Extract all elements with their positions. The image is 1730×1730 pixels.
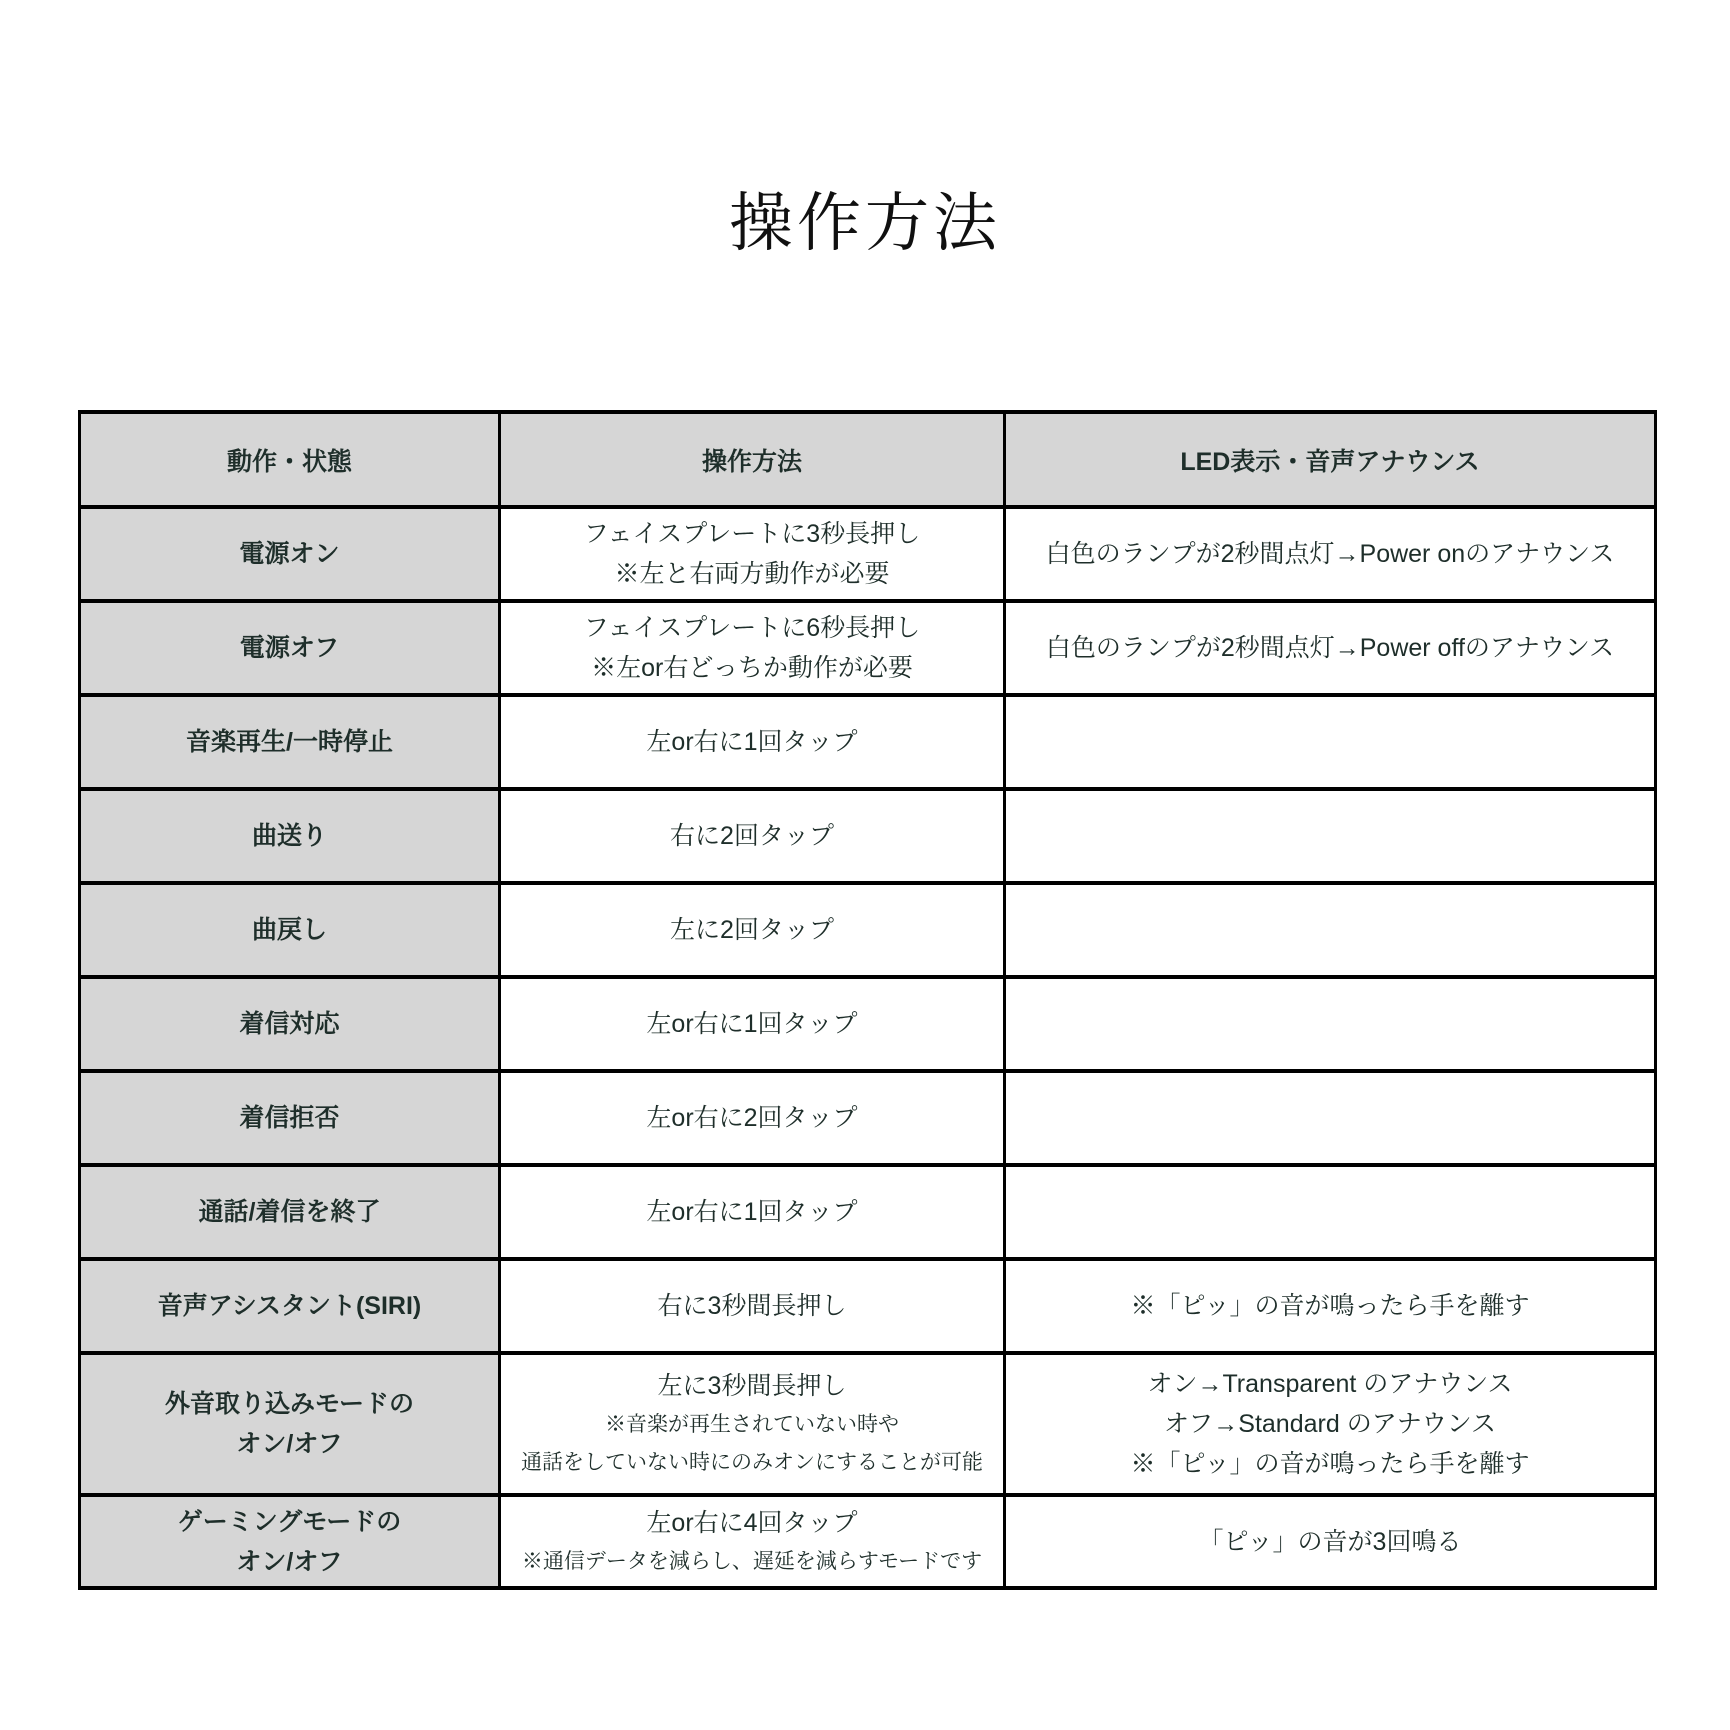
action-text: 電源オン bbox=[239, 540, 340, 568]
page-title: 操作方法 bbox=[729, 187, 1001, 259]
action-cell bbox=[80, 695, 500, 789]
table-row-reject-call bbox=[80, 1071, 1656, 1165]
led-cell bbox=[1005, 1495, 1656, 1588]
operation-cell bbox=[500, 789, 1005, 883]
led-text: オフ→Standard のアナウンス bbox=[1164, 1410, 1496, 1438]
operation-cell bbox=[500, 1071, 1005, 1165]
action-cell bbox=[80, 789, 500, 883]
action-cell bbox=[80, 1071, 500, 1165]
table-row-gaming-mode bbox=[80, 1495, 1656, 1588]
led-text: ※「ピッ」の音が鳴ったら手を離す bbox=[1130, 1450, 1530, 1478]
operation-cell bbox=[500, 977, 1005, 1071]
action-text: 曲戻し bbox=[251, 916, 327, 944]
action-text: 音楽再生/一時停止 bbox=[186, 728, 393, 756]
table-row-next-track bbox=[80, 789, 1656, 883]
operation-text: フェイスプレートに6秒長押し bbox=[583, 614, 921, 642]
operation-cell bbox=[500, 1353, 1005, 1495]
action-cell bbox=[80, 977, 500, 1071]
table-row-voice-assistant bbox=[80, 1259, 1656, 1353]
table-header-row bbox=[80, 412, 1656, 507]
table-row-previous-track bbox=[80, 883, 1656, 977]
operation-note: ※通信データを減らし、遅延を減らすモードです bbox=[521, 1549, 983, 1573]
operation-text: フェイスプレートに3秒長押し bbox=[583, 520, 921, 548]
operation-note: ※左or右どっちか動作が必要 bbox=[591, 654, 913, 682]
operation-text: 右に3秒間長押し bbox=[657, 1292, 847, 1320]
led-text: 「ピッ」の音が3回鳴る bbox=[1198, 1527, 1462, 1556]
action-cell bbox=[80, 601, 500, 695]
led-cell bbox=[1005, 1353, 1656, 1495]
table-row-play-pause bbox=[80, 695, 1656, 789]
operation-methods-table bbox=[78, 410, 1657, 1590]
action-cell bbox=[80, 1495, 500, 1588]
action-cell bbox=[80, 1165, 500, 1259]
operation-text: 左に3秒間長押し bbox=[657, 1372, 847, 1400]
operation-note: ※左と右両方動作が必要 bbox=[614, 560, 890, 588]
action-text: オン/オフ bbox=[236, 1547, 343, 1576]
action-text: ゲーミングモードの bbox=[177, 1507, 402, 1536]
action-cell bbox=[80, 1259, 500, 1353]
action-text: 着信対応 bbox=[239, 1010, 340, 1038]
operation-text: 左に2回タップ bbox=[670, 916, 834, 944]
operation-text: 右に2回タップ bbox=[670, 822, 834, 850]
led-cell bbox=[1005, 1071, 1656, 1165]
action-text: 通話/着信を終了 bbox=[198, 1198, 381, 1226]
operation-cell bbox=[500, 507, 1005, 601]
action-cell bbox=[80, 1353, 500, 1495]
action-cell bbox=[80, 883, 500, 977]
header-led-voice-announce: LED表示・音声アナウンス bbox=[1005, 412, 1656, 507]
operation-cell bbox=[500, 695, 1005, 789]
table-row-end-call bbox=[80, 1165, 1656, 1259]
action-text: 音声アシスタント(SIRI) bbox=[157, 1292, 422, 1320]
led-cell bbox=[1005, 1259, 1656, 1353]
led-text: オン→Transparent のアナウンス bbox=[1147, 1370, 1513, 1398]
operation-cell bbox=[500, 1495, 1005, 1588]
operation-cell bbox=[500, 883, 1005, 977]
table-row-answer-call bbox=[80, 977, 1656, 1071]
operation-note: ※音楽が再生されていない時や bbox=[605, 1413, 899, 1436]
operation-text: 左or右に4回タップ bbox=[646, 1508, 858, 1537]
operation-text: 左or右に1回タップ bbox=[646, 1198, 858, 1226]
led-text: ※「ピッ」の音が鳴ったら手を離す bbox=[1130, 1292, 1530, 1320]
led-text: 白色のランプが2秒間点灯→Power onのアナウンス bbox=[1045, 540, 1615, 568]
operation-cell bbox=[500, 601, 1005, 695]
table-row-transparency-mode bbox=[80, 1353, 1656, 1495]
table-row-power-off bbox=[80, 601, 1656, 695]
operation-cell bbox=[500, 1259, 1005, 1353]
operation-text: 左or右に2回タップ bbox=[646, 1104, 858, 1132]
table-row-power-on bbox=[80, 507, 1656, 601]
led-cell bbox=[1005, 507, 1656, 601]
led-cell bbox=[1005, 789, 1656, 883]
action-text: 着信拒否 bbox=[239, 1104, 340, 1132]
action-text: 電源オフ bbox=[239, 634, 340, 662]
led-cell bbox=[1005, 977, 1656, 1071]
led-text: 白色のランプが2秒間点灯→Power offのアナウンス bbox=[1045, 634, 1615, 662]
led-cell bbox=[1005, 695, 1656, 789]
action-text: 曲送り bbox=[251, 822, 327, 850]
action-text: 外音取り込みモードの bbox=[164, 1390, 414, 1418]
header-action-state: 動作・状態 bbox=[80, 412, 500, 507]
led-cell bbox=[1005, 1165, 1656, 1259]
led-cell bbox=[1005, 883, 1656, 977]
operation-text: 左or右に1回タップ bbox=[646, 728, 858, 756]
action-cell bbox=[80, 507, 500, 601]
operation-cell bbox=[500, 1165, 1005, 1259]
header-operation-method: 操作方法 bbox=[500, 412, 1005, 507]
action-text: オン/オフ bbox=[236, 1430, 343, 1458]
operation-note: 通話をしていない時にのみオンにすることが可能 bbox=[521, 1451, 983, 1474]
operation-text: 左or右に1回タップ bbox=[646, 1010, 858, 1038]
led-cell bbox=[1005, 601, 1656, 695]
